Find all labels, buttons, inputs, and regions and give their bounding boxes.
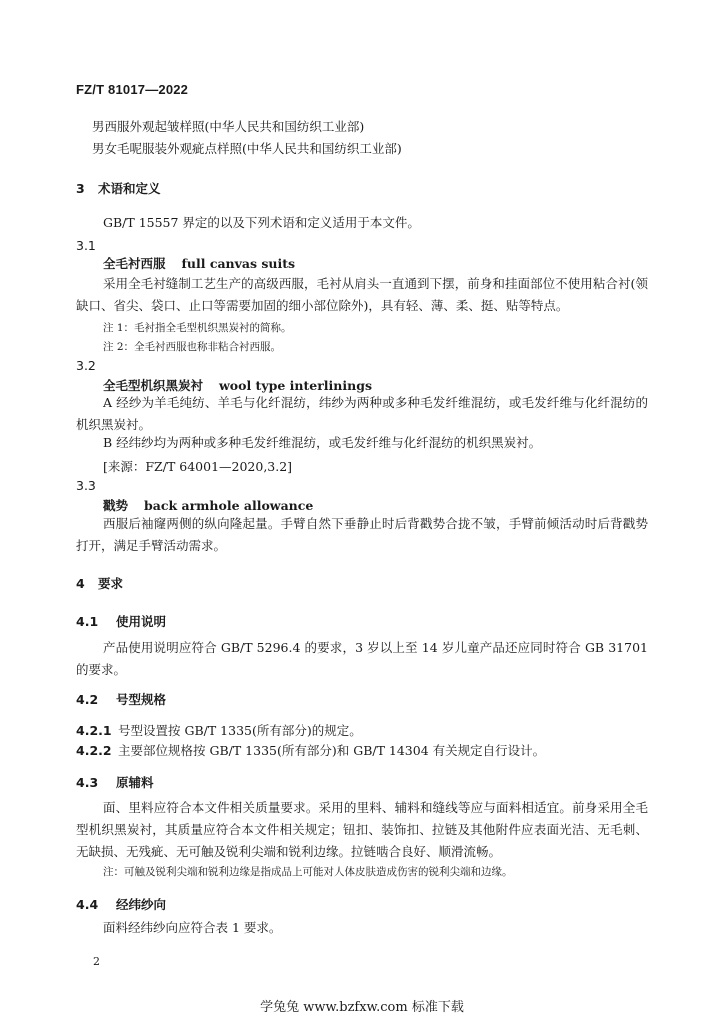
subsection-text: 产品使用说明应符合 GB/T 5296.4 的要求，3 岁以上至 14 岁儿童产品还应同时符合 GB 31701 的要求。	[76, 640, 648, 677]
section-3-intro: GB/T 15557 界定的以及下列术语和定义适用于本文件。	[103, 215, 420, 230]
term-title	[103, 496, 313, 514]
section-number: 3	[76, 181, 85, 196]
term-cn: 戳势	[103, 498, 129, 513]
clause-4-2-2	[76, 741, 545, 759]
term-source: [来源：FZ/T 64001—2020,3.2]	[103, 459, 293, 474]
section-title: 术语和定义	[98, 181, 161, 196]
reference-item: 男西服外观起皱样照(中华人民共和国纺织工业部)	[92, 119, 365, 134]
standard-number: FZ/T 81017—2022	[76, 82, 189, 97]
subsection-4-1-heading	[76, 612, 166, 630]
subsection-text: 面、里料应符合本文件相关质量要求。采用的里料、辅料和缝线等应与面料相适宜。前身采用全毛型机织黑炭衬，其质量应符合本文件相关规定；钮扣、装饰扣、拉链及其他附件应表面光洁、无毛刺、无缺损、无残疵、无可触及锐利尖端和锐利边缘。拉链啮合良好、顺滑流畅。	[76, 800, 648, 859]
page-number: 2	[93, 955, 100, 968]
term-number: 3.2	[76, 358, 96, 373]
term-definition: 西服后袖窿两侧的纵向隆起量。手臂自然下垂静止时后背戳势合拢不皱，手臂前倾活动时后背戳势打开，满足手臂活动需求。	[76, 516, 648, 553]
term-en: back armhole allowance	[144, 498, 314, 513]
subsection-number: 4.2	[76, 692, 99, 707]
term-en: wool type interlinings	[219, 378, 372, 393]
term-definition: 采用全毛衬缝制工艺生产的高级西服，毛衬从肩头一直通到下摆，前身和挂面部位不使用粘合衬(领缺口、省尖、袋口、止口等需要加固的细小部位除外)，具有轻、薄、柔、挺、贴等特点。	[76, 276, 648, 313]
subsection-4-3-heading	[76, 773, 154, 791]
term-note: 注 2：全毛衬西服也称非粘合衬西服。	[103, 341, 282, 353]
reference-item: 男女毛呢服装外观疵点样照(中华人民共和国纺织工业部)	[92, 141, 402, 156]
subsection-title: 原辅料	[116, 775, 154, 790]
subsection-number: 4.3	[76, 775, 99, 790]
term-number: 3.1	[76, 238, 96, 253]
section-3-heading	[76, 179, 161, 197]
clause-number: 4.2.2	[76, 743, 112, 758]
section-title: 要求	[98, 576, 124, 591]
clause-4-2-1	[76, 721, 362, 739]
clause-text: 号型设置按 GB/T 1335(所有部分)的规定。	[118, 723, 362, 738]
subsection-4-2-heading	[76, 690, 166, 708]
term-definition: B 经纬纱均为两种或多种毛发纤维混纺，或毛发纤维与化纤混纺的机织黑炭衬。	[103, 435, 542, 450]
clause-text: 主要部位规格按 GB/T 1335(所有部分)和 GB/T 14304 有关规定自行设计。	[118, 743, 546, 758]
subsection-title: 使用说明	[116, 614, 167, 629]
subsection-4-4-heading	[76, 895, 166, 913]
term-definition: A 经纱为羊毛纯纺、羊毛与化纤混纺，纬纱为两种或多种毛发纤维混纺，或毛发纤维与化纤混纺的机织黑炭衬。	[76, 395, 648, 432]
subsection-note: 注：可触及锐利尖端和锐利边缘是指成品上可能对人体皮肤造成伤害的锐利尖端和边缘。	[103, 866, 513, 878]
subsection-number: 4.4	[76, 897, 99, 912]
clause-number: 4.2.1	[76, 723, 112, 738]
term-number: 3.3	[76, 478, 96, 493]
term-title	[103, 254, 295, 272]
term-cn: 全毛型机织黑炭衬	[103, 378, 204, 393]
subsection-text: 面料经纬纱向应符合表 1 要求。	[103, 920, 282, 935]
subsection-number: 4.1	[76, 614, 99, 629]
term-cn: 全毛衬西服	[103, 256, 166, 271]
footer-watermark-text: 学兔兔 www.bzfxw.com 标准下载	[260, 1000, 464, 1015]
term-en: full canvas suits	[181, 256, 296, 271]
section-4-heading	[76, 574, 123, 592]
term-note: 注 1：毛衬指全毛型机织黑炭衬的简称。	[103, 322, 292, 334]
subsection-title: 号型规格	[116, 692, 167, 707]
subsection-title: 经纬纱向	[116, 897, 167, 912]
section-number: 4	[76, 576, 85, 591]
